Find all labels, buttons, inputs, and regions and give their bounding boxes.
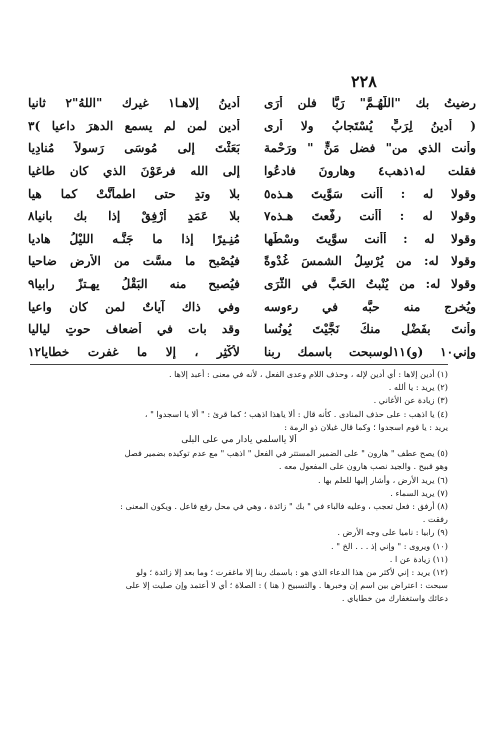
verse-left-hemistich: إلى الله فرعَوْنَ الذي كان طاغيا	[28, 164, 240, 179]
footnote-line: (٤) يا اذهب : على حذف المنادى . كأنه قال : ألا ياهذا اذهب ؛ كما قرئ : " ألا يا اسجدوا " ،	[144, 408, 448, 419]
footnotes	[30, 368, 448, 606]
verse	[28, 115, 476, 138]
verse-left-hemistich: فيُصْبح ما مسَّت من الأرض ضاحيا	[28, 254, 240, 269]
verse-left-hemistich: بلا وتدٍ حتى اطمأنَّتْ كما هيا	[28, 186, 240, 201]
verse	[28, 92, 476, 115]
footnote-line: رفقت .	[422, 514, 448, 525]
footnote-line: (٩) رابيا : ناميا على وجه الأرض .	[337, 527, 448, 538]
footnote-line: (٣) زيادة عن الأغاني .	[373, 395, 448, 406]
verse-right-hemistich: وقولا له : أأنت سوَّيتَ وسْطَها	[264, 231, 476, 246]
verse-left-hemistich: فيُصبح منه البَقْلُ يهـتزّ رابيا٩	[28, 277, 240, 292]
footnote-line: (٢) يريد : يا ألله .	[388, 382, 448, 393]
verse	[28, 137, 476, 160]
footnote-line: (٦) يريد الأرض ، وأشار إليها للعلم بها .	[318, 474, 448, 485]
verse-left-hemistich: بَعَثْتَ إلى مُوسَى رَسولاً مُنادِيا	[28, 141, 240, 156]
verse	[28, 182, 476, 205]
footnote-line: (٧) يريد السماء .	[390, 487, 448, 498]
verse-left-hemistich: أدينُ إلاهـا١ غيرك "اللهُ"٢ ثانيا	[28, 96, 240, 111]
footnote-line: (١١) زيادة عن ا .	[389, 553, 448, 564]
verse-right-hemistich: وإني١٠ (و)١١لوسبحت باسمك ربنا	[264, 344, 476, 359]
verse-right-hemistich: وأنت الذي من" فضل مَنٍّ " ورَحْمة	[264, 141, 476, 156]
footnote-divider	[30, 364, 448, 365]
verse-right-hemistich: ويُخرج منه حبَّه في رءوسه	[264, 299, 476, 314]
verse-right-hemistich: رضيتُ بك "اللَّهُـمَّ" رَبًّا فلن أُرَى	[264, 96, 476, 111]
footnote-line: (١) أدين إلاها : أي أدين لإله ، وحذف اللام وعدى الفعل ، لأنه في معنى : أعبد إلاها .	[168, 369, 448, 379]
footnote-line: يريد : يا قوم اسجدوا ؛ وكما قال غيلان ذو الرمة :	[284, 421, 448, 432]
verse	[28, 205, 476, 228]
verse-right-hemistich: وقولا له : أأنت سَوَّيتَ هـذه٥	[264, 186, 476, 201]
footnote-line: سبحت : اعتراض بين اسم إن وخبرها . والتسبيح ( هنا ) : الصلاة ؛ أي لا أعتمد وإن صليت إلا على	[125, 580, 448, 591]
verse-left-hemistich: لأُكْثِر ، إلا ما غفرت خطايا١٢	[28, 344, 240, 359]
verse	[28, 250, 476, 273]
page-number: ٢٢٨	[351, 72, 377, 91]
verse-right-hemistich: ( أدينُ لِرَبٍّ يُسْتَجابُ ولا أرى	[264, 118, 476, 133]
footnote-line: (١٠) ويروى : " وإني إذ . . . الخ " .	[331, 540, 448, 551]
footnote-line: (٥) يصح عطف " هارون " على الضمير المستتر في الفعل " اذهب " مع عدم توكيده بضمير فصل	[124, 448, 448, 459]
footnote-line: دعائك واستغفارك من خطاياي .	[341, 593, 448, 604]
footnote-quoted-verse: ألا يااسلمي يادار مي على البلى	[181, 435, 297, 446]
poem	[28, 92, 476, 363]
verse	[28, 318, 476, 341]
footnote-line: (١٢) يريد : إني لأكثر من هذا الدعاء الذي هو : باسمك ربنا إلا ماغفرت ؛ وما بعد إلا زائدة ؛ ولو	[136, 567, 448, 578]
verse-left-hemistich: مُنِـيرًا إذا ما جَنَّـه الليْلُ هاديا	[28, 231, 240, 246]
verse-left-hemistich: وفي ذاك آياتٌ لمن كان واعيا	[28, 299, 240, 314]
footnote-line: وهو قبيح . والجيد نصب هارون على المفعول معه .	[278, 461, 448, 472]
verse	[28, 295, 476, 318]
verse-right-hemistich: فقلت له١ذهب٤ وهارونَ فادعُوا	[264, 164, 476, 179]
verse-left-hemistich: وقد بات في أضعاف حوتٍ لياليا	[28, 322, 240, 337]
verse-left-hemistich: أدين لمن لم يسمع الدهرَ داعيا )٣	[28, 118, 240, 133]
verse	[28, 160, 476, 183]
verse	[28, 228, 476, 251]
verse	[28, 273, 476, 296]
verse-right-hemistich: وقولا له : أأنت رفَّعتَ هـذه٧	[264, 209, 476, 224]
verse-right-hemistich: وقولا له: من يُرْسِلُ الشمسَ غُدْوةً	[264, 254, 476, 269]
verse-right-hemistich: وأنتَ بفَضْلٍ منكَ نَجَّيْتَ يُونُسا	[264, 322, 476, 337]
verse-left-hemistich: بلا عَمَدٍ أرْفِقْ إذا بك بانيا٨	[28, 209, 240, 224]
verse	[28, 341, 476, 364]
footnote-line: (٨) أرفق : فعل تعجب ، وعليه فالباء في " بك " زائدة ، وهي في محل رفع فاعل . ويكون المعنى :	[120, 501, 448, 512]
verse-right-hemistich: وقولا له: من يُنْبتُ الحَبَّ في الثَّرَى	[264, 277, 476, 292]
